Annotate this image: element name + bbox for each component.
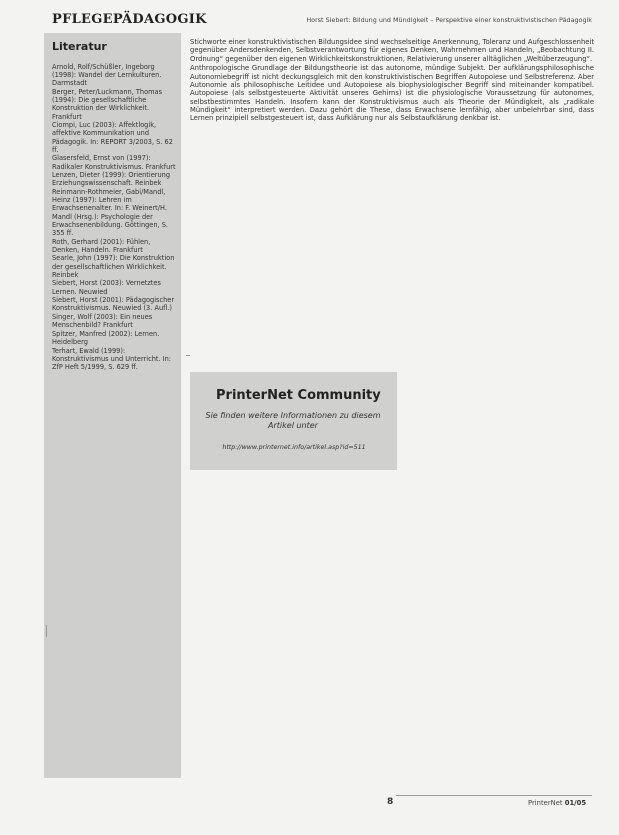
printernet-promo-box xyxy=(190,372,397,470)
reference-item: Siebert, Horst (2003): Vernetztes Lernen. Neuwied xyxy=(52,279,161,296)
running-title: Horst Siebert: Bildung und Mündigkeit – Perspektive einer konstruktivistischen Pädagogik xyxy=(306,16,592,24)
reference-item: Singer, Wolf (2003): Ein neues Menschenbild? Frankfurt xyxy=(52,313,153,330)
reference-item: Arnold, Rolf/Schüßler, Ingeborg (1998): Wandel der Lernkulturen. Darmstadt xyxy=(52,63,162,88)
literature-heading: Literatur xyxy=(52,40,107,53)
promo-subtitle: Sie finden weitere Informationen zu diesem Artikel unter xyxy=(205,411,381,430)
page-number: 8 xyxy=(387,797,394,807)
journal-brand: PFLEGEPÄDAGOGIK xyxy=(52,12,207,27)
article-body xyxy=(190,38,594,124)
reference-list xyxy=(52,63,178,372)
reference-item: Roth, Gerhard (2001): Fühlen, Denken, Handeln. Frankfurt xyxy=(52,237,151,254)
reference-item: Reinmann-Rothmeier, Gabi/Mandl, Heinz (1997): Lehren im Erwachsenenalter. In: F. Weinert/H. Mandl (Hrsg.): Psychologie der Erwachsenenbildung. Göttingen, S. 355 ff. xyxy=(52,188,169,238)
reference-item: Berger, Peter/Luckmann, Thomas (1994): Die gesellschaftliche Konstruktion der Wirklichkeit. Frankfurt xyxy=(52,88,163,121)
promo-url-link[interactable]: http://www.printernet.info/artikel.asp?id=511 xyxy=(222,444,366,451)
journal-issue: 01/05 xyxy=(564,799,587,807)
body-paragraph: Stichworte einer konstruktivistischen Bildungsidee sind wechselseitige Anerkennung, Toleranz und Aufgeschlossenheit gegenüber Andersdenkenden, Selbstverantwortung für eigenes Denken, Wahrnehmen und Handeln, „Beobachtung II. Ordnung“ gegenüber den eigenen Wirklichkeitskonstruktionen, Relativierung unserer alltäglichen „Weltüberzeugung“. xyxy=(190,38,594,63)
reference-item: Siebert, Horst (2001): Pädagogischer Konstruktivismus. Neuwied (3. Aufl.) xyxy=(52,296,175,313)
reference-item: Glasersfeld, Ernst von (1997): Radikaler Konstruktivismus. Frankfurt xyxy=(52,154,176,171)
margin-mark xyxy=(46,625,47,637)
reference-item: Ciompi, Luc (2003): Affektlogik, affektive Kommunikation und Pädagogik. In: REPORT 3/2003, S. 62 ff. xyxy=(52,121,173,154)
reference-item: Lenzen, Dieter (1999): Orientierung Erziehungswissenschaft. Reinbek xyxy=(52,171,171,188)
journal-name: PrinterNet xyxy=(528,799,563,807)
body-paragraph: Anthropologische Grundlage der Bildungstheorie ist das autonome, mündige Subjekt. Der aufklärungsphilosophische Autonomiebegriff ist nicht deckungsgleich mit den konstruktivistischen Begriffen Autopoiese und Selbstreferenz. Aber Autonomie als philosophische Leitidee und Autopoiese als biophysiologischer Begriff sind miteinander kompatibel. Autopoiese (als selbstgesteuerte Aktivität unseres Gehirns) ist die physiologische Voraussetzung für autonomes, selbstbestimmtes Handeln. Insofern kann der Konstruktivismus auch als Theorie der Mündigkeit, als „radikale Mündigkeit“ interpretiert werden. Dazu gehört die These, dass Erwachsene lernfähig, aber unbelehrbar sind, dass Lernen prinzipiell selbstgesteuert ist, dass Aufklärung nur als Selbstaufklärung denkbar ist. xyxy=(190,64,594,123)
footer-rule xyxy=(396,795,592,796)
margin-mark xyxy=(186,355,190,356)
promo-title: PrinterNet Community xyxy=(216,388,381,403)
reference-item: Spitzer, Manfred (2002): Lernen. Heidelberg xyxy=(52,329,160,346)
reference-item: Terhart, Ewald (1999): Konstruktivismus und Unterricht. In: ZfP Heft 5/1999, S. 629 ff. xyxy=(52,346,172,371)
journal-footer xyxy=(528,799,586,807)
reference-item: Searle, John (1997): Die Konstruktion der gesellschaftlichen Wirklichkeit. Reinbek xyxy=(52,254,175,279)
